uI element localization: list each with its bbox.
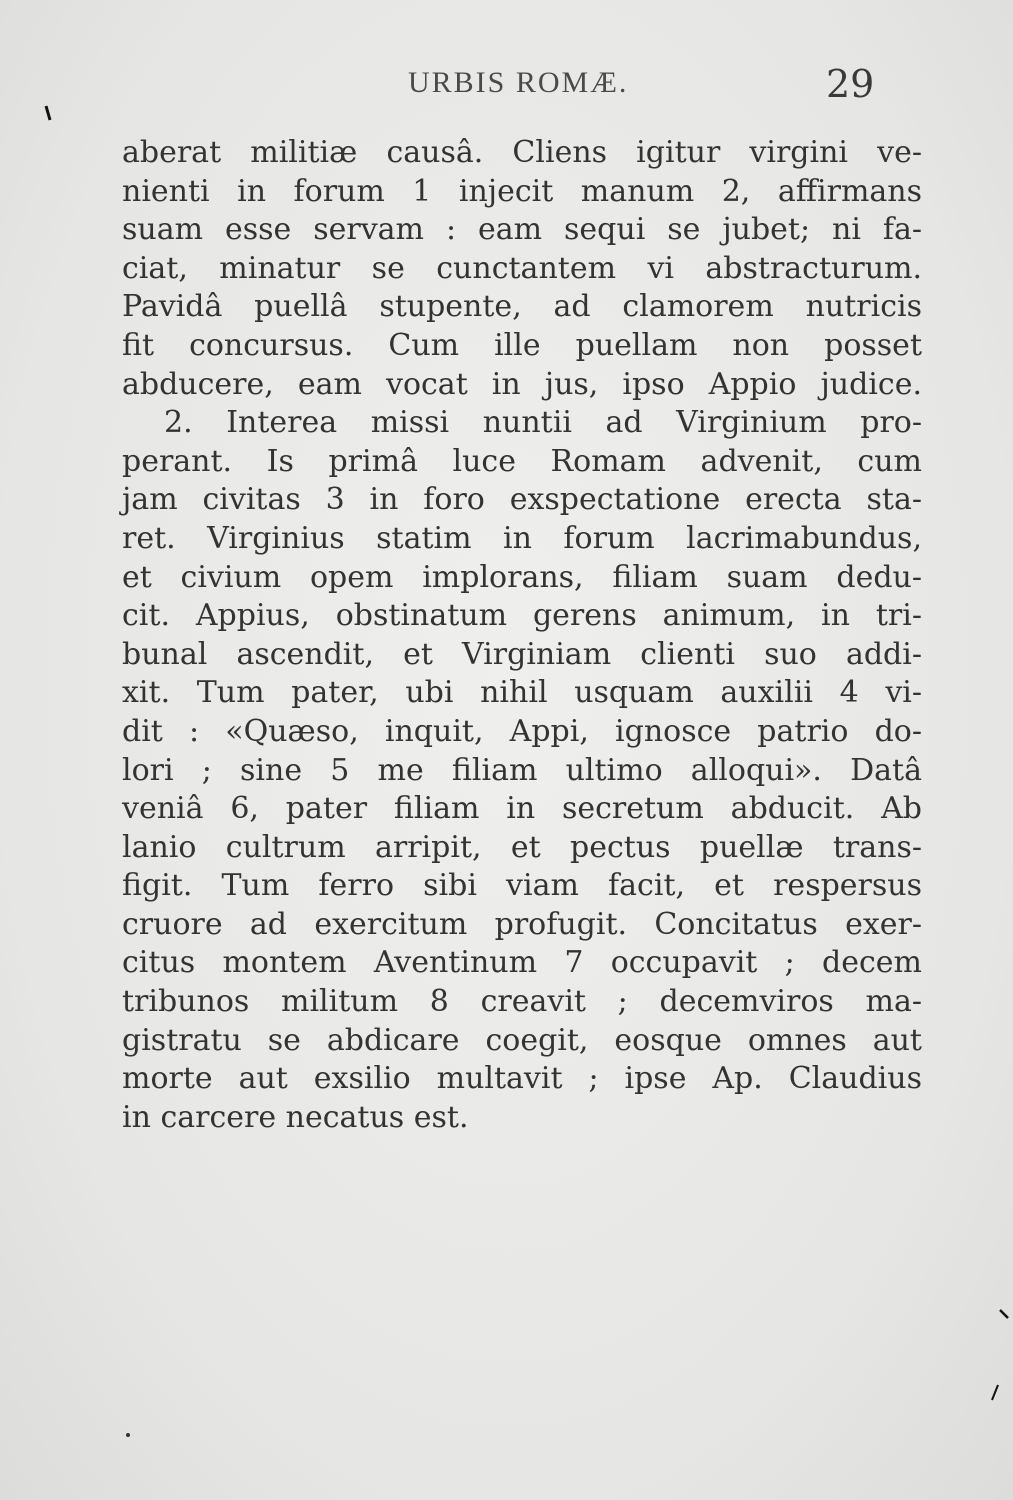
text-line: bunal ascendit, et Virginiam clienti suo addi- [122,636,922,672]
text-line: citus montem Aventinum 7 occupavit ; decem [122,945,922,981]
scan-speck [1000,1310,1008,1318]
text-line: tribunos militum 8 creavit ; decemviros ma- [122,984,922,1020]
text-line: fit concursus. Cum ille puellam non posset [122,327,922,363]
scan-speck [126,1433,130,1437]
text-line-last: in carcere necatus est. [122,1099,469,1135]
text-line: lori ; sine 5 me filiam ultimo alloqui». Datâ [122,752,922,788]
text-line: perant. Is primâ luce Romam advenit, cum [122,443,922,479]
text-line: suam esse servam : eam sequi se jubet; ni fa- [122,212,922,248]
text-line: aberat militiæ causâ. Cliens igitur virgini ve- [122,135,922,170]
paragraph-start-line: 2. Interea missi nuntii ad Virginium pro- [164,405,922,441]
text-line: dit : «Quæso, inquit, Appi, ignosce patrio do- [122,713,922,749]
text-line: nienti in forum 1 injecit manum 2, affirmans [122,173,922,209]
text-line: figit. Tum ferro sibi viam facit, et respersus [122,868,922,904]
body-text [122,134,922,1137]
text-line: cit. Appius, obstinatum gerens animum, in tri- [122,598,922,634]
text-line: ret. Virginius statim in forum lacrimabundus, [122,520,922,556]
text-line: et civium opem implorans, filiam suam dedu- [122,559,922,595]
text-line: abducere, eam vocat in jus, ipso Appio judice. [122,366,922,402]
text-line: morte aut exsilio multavit ; ipse Ap. Claudius [122,1061,922,1097]
text-line: lanio cultrum arripit, et pectus puellæ trans- [122,829,922,865]
text-line: ciat, minatur se cunctantem vi abstracturum. [122,250,922,286]
running-head [0,62,1013,112]
running-title: URBIS ROMÆ. [408,66,629,99]
text-line: gistratu se abdicare coegit, eosque omnes aut [122,1022,922,1058]
scan-speck [992,1385,998,1400]
text-line: veniâ 6, pater filiam in secretum abducit. Ab [122,791,922,827]
page-number: 29 [826,62,875,106]
text-line: Pavidâ puellâ stupente, ad clamorem nutricis [122,289,922,325]
text-line: xit. Tum pater, ubi nihil usquam auxilii 4 vi- [122,675,922,711]
text-line: cruore ad exercitum profugit. Concitatus exer- [122,906,922,942]
text-line: jam civitas 3 in foro exspectatione erecta sta- [122,482,922,518]
